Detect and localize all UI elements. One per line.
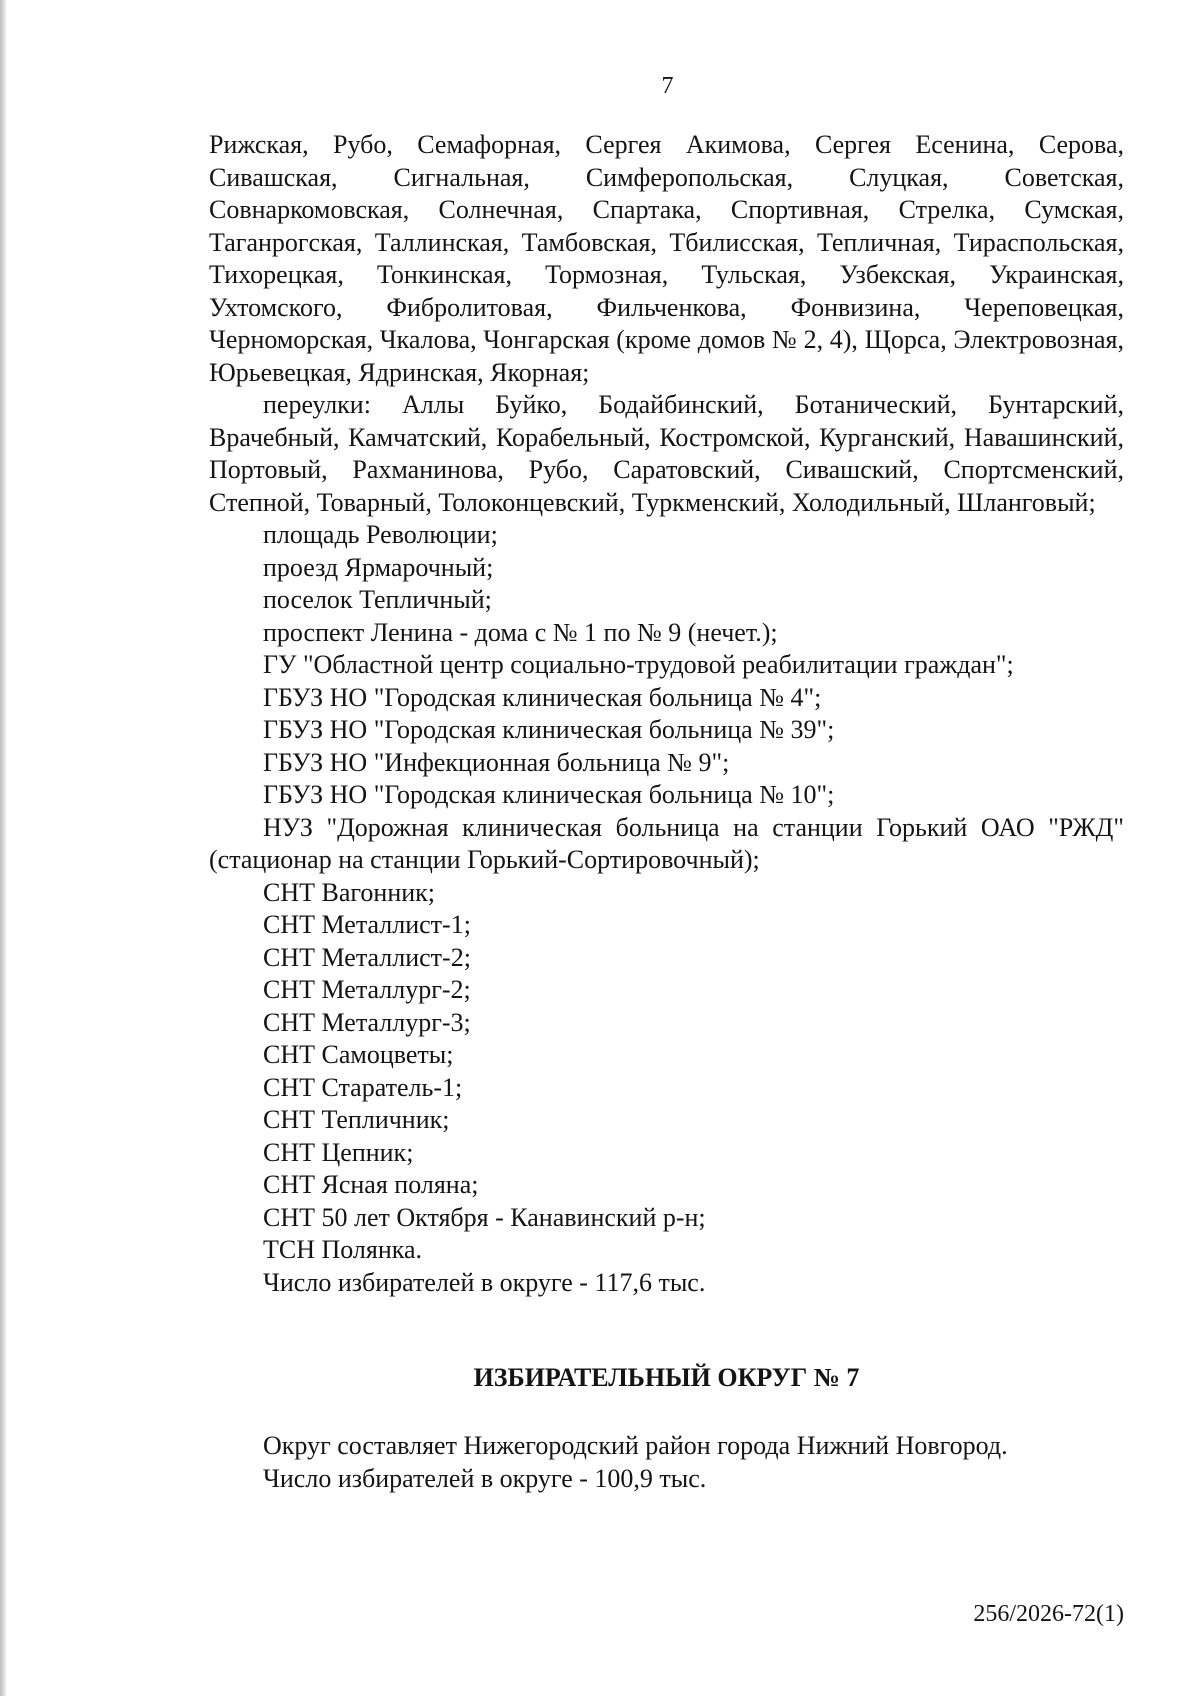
district-6-voters: Число избирателей в округе - 117,6 тыс.: [263, 1267, 706, 1297]
settlement-line: поселок Тепличный;: [263, 585, 492, 614]
snt-item: СНТ 50 лет Октября - Канавинский р-н;: [263, 1202, 706, 1232]
district-7-voters: Число избирателей в округе - 100,9 тыс.: [263, 1463, 707, 1493]
district-7-section: [209, 1430, 1124, 1495]
district-6-continuation: [209, 129, 1124, 1299]
passage-line: проезд Ярмарочный;: [263, 552, 494, 582]
hospital-4-line: ГБУЗ НО "Городская клиническая больница № 4";: [263, 682, 822, 712]
snt-item: СНТ Старатель-1;: [263, 1072, 463, 1102]
snt-item: СНТ Тепличник;: [263, 1105, 450, 1134]
scan-edge: [0, 0, 7, 1696]
district-7-heading: ИЗБИРАТЕЛЬНЫЙ ОКРУГ № 7: [473, 1363, 860, 1392]
lanes-paragraph: переулки: Аллы Буйко, Бодайбинский, Ботанический, Бунтарский, Врачебный, Камчатский, Корабельный, Костромской, Курганский, Навашинский, Портовый, Рахманинова, Рубо, Саратовский, Сивашский, Спортсменский, Степной, Товарный, Толоконцевский, Туркменский, Холодильный, Шланговый;: [209, 390, 1124, 517]
tsn-item: ТСН Полянка.: [263, 1235, 423, 1264]
district-7-composition: Округ составляет Нижегородский район города Нижний Новгород.: [263, 1431, 1008, 1460]
snt-item: СНТ Металлист-1;: [263, 910, 471, 939]
snt-item: СНТ Самоцветы;: [263, 1040, 454, 1069]
hospital-39-line: ГБУЗ НО "Городская клиническая больница № 39";: [263, 715, 835, 744]
snt-item: СНТ Металлист-2;: [263, 942, 471, 972]
snt-item: СНТ Цепник;: [263, 1137, 414, 1167]
snt-item: СНТ Вагонник;: [263, 877, 435, 907]
hospital-9-line: ГБУЗ НО "Инфекционная больница № 9";: [263, 747, 730, 777]
snt-item: СНТ Ясная поляна;: [263, 1170, 479, 1199]
snt-item: СНТ Металлург-3;: [263, 1007, 471, 1037]
prospect-line: проспект Ленина - дома с № 1 по № 9 (нечет.);: [263, 617, 778, 647]
gu-line: ГУ "Областной центр социально-трудовой реабилитации граждан";: [263, 650, 1014, 679]
page-number: 7: [661, 73, 674, 99]
snt-item: СНТ Металлург-2;: [263, 975, 471, 1004]
streets-paragraph: Рижская, Рубо, Семафорная, Сергея Акимова, Сергея Есенина, Серова, Сивашская, Сигнальная, Симферопольская, Слуцкая, Советская, Совнаркомовская, Солнечная, Спартака, Спортивная, Стрелка, Сумская, Таганрогская, Таллинская, Тамбовская, Тбилисская, Тепличная, Тираспольская, Тихорецкая, Тонкинская, Тормозная, Тульская, Узбекская, Украинская, Ухтомского, Фибролитовая, Фильченкова, Фонвизина, Череповецкая, Черноморская, Чкалова, Чонгарская (кроме домов № 2, 4), Щорса, Электровозная, Юрьевецкая, Ядринская, Якорная;: [209, 130, 1124, 387]
hospital-10-line: ГБУЗ НО "Городская клиническая больница № 10";: [263, 780, 835, 809]
document-code: 256/2026-72(1): [973, 1601, 1124, 1627]
nuz-paragraph: НУЗ "Дорожная клиническая больница на станции Горький ОАО "РЖД" (стационар на станции Горький-Сортировочный);: [209, 812, 1124, 874]
square-line: площадь Революции;: [263, 520, 498, 549]
